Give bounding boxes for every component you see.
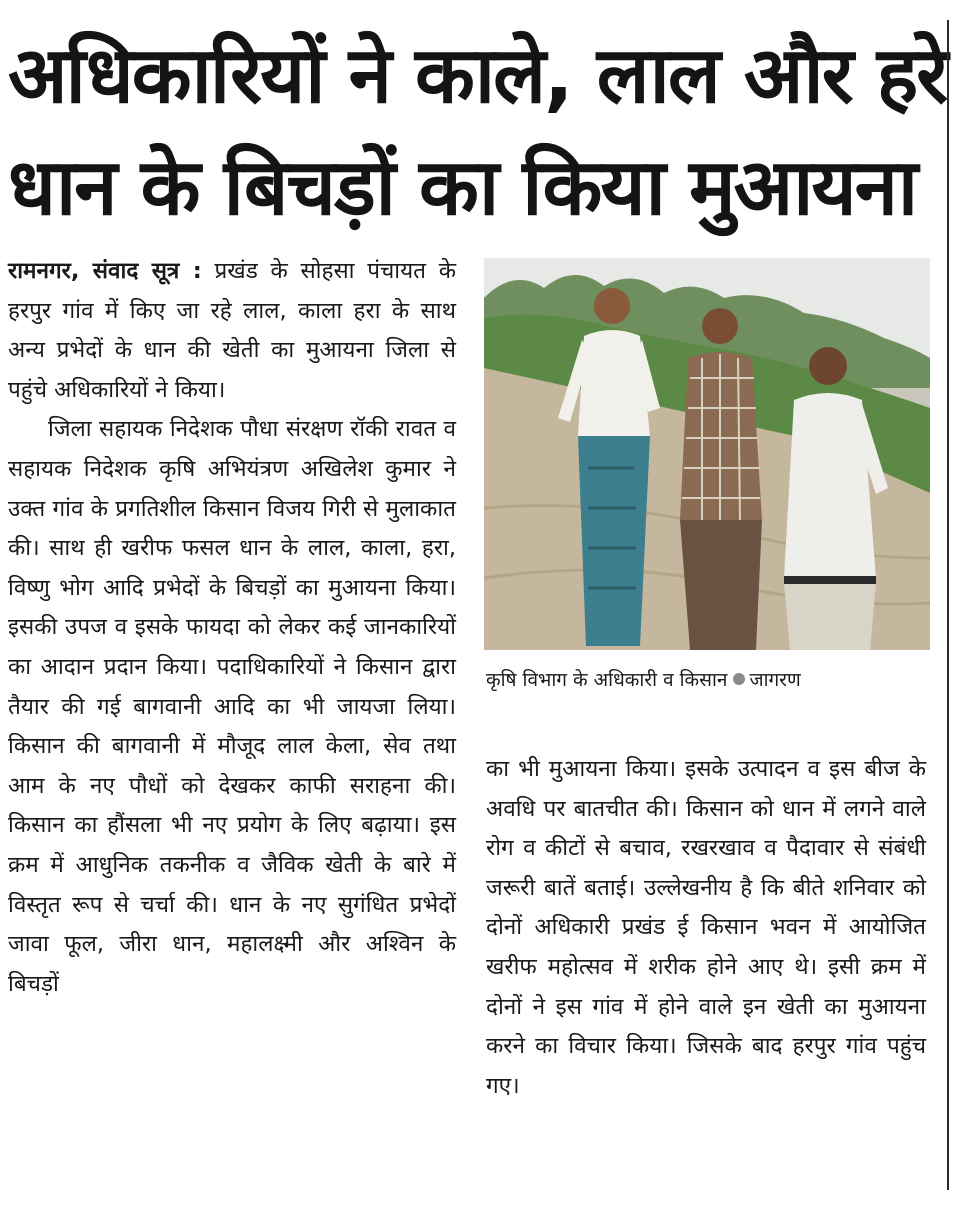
news-photo xyxy=(484,258,930,650)
article-column-left xyxy=(8,252,456,1004)
dateline: रामनगर, संवाद सूत्र : xyxy=(8,258,202,284)
photo-credit: जागरण xyxy=(749,669,801,691)
headline xyxy=(8,20,947,244)
article-body-paragraph: जिला सहायक निदेशक पौधा संरक्षण रॉकी रावत व सहायक निदेशक कृषि अभियंत्रण अखिलेश कुमार ने उक्त गांव के प्रगतिशील किसान विजय गिरी से मुलाकात की। साथ ही खरीफ फसल धान के लाल, काला, हरा, विष्णु भोग आदि प्रभेदों के बिचड़ों का मुआयना किया। इसकी उपज व इसके फायदा को लेकर कई जानकारियों का आदान प्रदान किया। पदाधिकारियों ने किसान द्वारा तैयार की गई बागवानी आदि का भी जायजा लिया। किसान की बागवानी में मौजूद लाल केला, सेव तथा आम के नए पौधों को देखकर काफी सराहना की। किसान का हौंसला भी नए प्रयोग के लिए बढ़ाया। इस क्रम में आधुनिक तकनीक व जैविक खेती के बारे में विस्तृत रूप से चर्चा की। धान के नए सुगंधित प्रभेदों जावा फूल, जीरा धान, महालक्ष्मी और अश्विन के बिचड़ों xyxy=(8,416,456,997)
column-rule xyxy=(947,20,949,1190)
photo-officials-and-farmer xyxy=(484,258,930,650)
article-intro-paragraph xyxy=(8,252,456,410)
bullet-dot-icon xyxy=(733,673,745,685)
photo-caption xyxy=(486,664,926,696)
headline-line-1: अधिकारियों ने काले, लाल और हरे xyxy=(8,31,947,121)
article-continuation: का भी मुआयना किया। इसके उत्पादन व इस बीज के अवधि पर बातचीत की। किसान को धान में लगने वाले रोग व कीटों से बचाव, रखरखाव व पैदावार से संबंधी जरूरी बातें बताई। उल्लेखनीय है कि बीते शनिवार को दोनों अधिकारी प्रखंड ई किसान भवन में आयोजित खरीफ महोत्सव में शरीक होने आए थे। इसी क्रम में दोनों ने इस गांव में होने वाले इन खेती का मुआयना करने का विचार किया। जिसके बाद हरपुर गांव पहुंच गए। xyxy=(486,756,926,1099)
article-column-right xyxy=(486,750,926,1106)
headline-line-2: धान के बिचड़ों का किया मुआयना xyxy=(8,143,917,233)
caption-text: कृषि विभाग के अधिकारी व किसान xyxy=(486,669,728,691)
article-intro: प्रखंड के सोहसा पंचायत के हरपुर गांव में किए जा रहे लाल, काला हरा के साथ अन्य प्रभेदों के धान की खेती का मुआयना जिला से पहुंचे अधिकारियों ने किया। xyxy=(8,258,456,403)
photo-official-checked-shirt xyxy=(680,308,762,650)
